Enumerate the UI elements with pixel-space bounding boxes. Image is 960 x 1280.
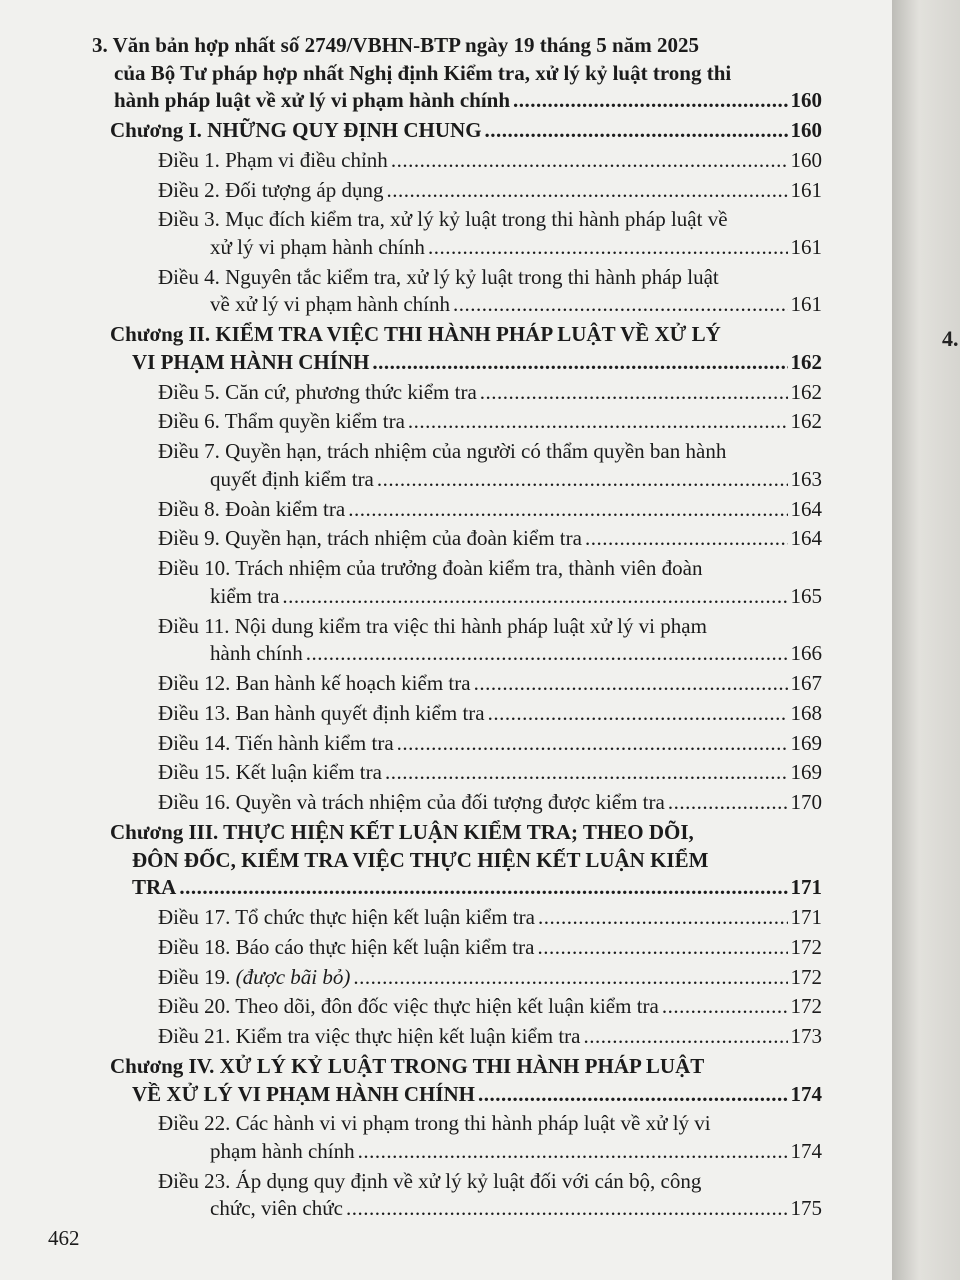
toc-page-number[interactable]: 173 [790, 1024, 822, 1049]
toc-page-number[interactable]: 167 [790, 671, 822, 695]
toc-entry-text: Điều 2. Đối tượng áp dụng [158, 177, 384, 202]
dot-leader [353, 964, 787, 990]
toc-entry-text: chức, viên chức [210, 1196, 343, 1221]
toc-entry-text: Điều 1. Phạm vi điều chỉnh [158, 147, 388, 172]
toc-page-number[interactable]: 162 [790, 379, 822, 404]
toc-article-line [158, 670, 822, 696]
toc-entry-text: Điều 13. Ban hành quyết định kiểm tra [158, 700, 485, 725]
facing-page-fragment: 4. [942, 326, 959, 351]
toc-page-number[interactable]: 168 [790, 700, 822, 725]
toc-page-number[interactable]: 160 [790, 118, 822, 142]
toc-entry-text: Điều 22. Các hành vi vi phạm trong thi hành pháp luật về xử lý vi [158, 1111, 711, 1136]
toc-article-line [158, 964, 822, 990]
toc-article-line [158, 730, 822, 756]
toc-entry-text: Điều 19. (được bãi bỏ) [158, 964, 351, 989]
toc-article-line [158, 525, 822, 551]
dot-leader [428, 234, 788, 260]
toc-page-number[interactable]: 172 [790, 964, 822, 989]
toc-page-number[interactable]: 160 [790, 88, 822, 113]
toc-article-line [210, 1195, 822, 1221]
toc-entry-text: Chương I. NHỮNG QUY ĐỊNH CHUNG [110, 118, 482, 142]
toc-entry-text: Điều 4. Nguyên tắc kiểm tra, xử lý kỷ luật trong thi hành pháp luật [158, 264, 719, 289]
toc-section-line [132, 847, 708, 873]
toc-section-line [92, 32, 699, 58]
toc-section-line [110, 1053, 704, 1079]
toc-entry-text: Chương IV. XỬ LÝ KỶ LUẬT TRONG THI HÀNH PHÁP LUẬT [110, 1054, 705, 1078]
toc-entry-text: Điều 21. Kiểm tra việc thực hiện kết luận kiểm tra [158, 1024, 581, 1049]
dot-leader [386, 177, 787, 203]
dot-leader [585, 525, 788, 551]
toc-article-line [158, 264, 719, 290]
toc-page-number[interactable]: 162 [790, 349, 822, 374]
toc-article-line [210, 640, 822, 666]
toc-entry-text: Điều 18. Báo cáo thực hiện kết luận kiểm tra [158, 934, 535, 959]
toc-article-line [158, 1110, 711, 1136]
toc-page-number[interactable]: 162 [790, 409, 822, 434]
toc-entry-text: Điều 11. Nội dung kiểm tra việc thi hành pháp luật xử lý vi phạm [158, 613, 707, 638]
dot-leader [358, 1138, 788, 1164]
toc-entry-text: Điều 9. Quyền hạn, trách nhiệm của đoàn kiểm tra [158, 526, 582, 551]
toc-entry-text: Điều 14. Tiến hành kiểm tra [158, 730, 394, 755]
dot-leader [408, 408, 788, 434]
toc-entry-text: Điều 12. Ban hành kế hoạch kiểm tra [158, 671, 471, 695]
dot-leader [391, 147, 788, 173]
toc-page-number[interactable]: 164 [790, 496, 822, 521]
toc-entry-text: Chương II. KIỂM TRA VIỆC THI HÀNH PHÁP LUẬT VỀ XỬ LÝ [110, 322, 721, 347]
toc-page-number[interactable]: 170 [790, 790, 822, 815]
toc-entry-text: về xử lý vi phạm hành chính [210, 292, 451, 317]
toc-page-number[interactable]: 174 [790, 1139, 822, 1163]
dot-leader [584, 1023, 788, 1049]
page-number: 462 [48, 1226, 80, 1250]
dot-leader [485, 117, 788, 143]
dot-leader [372, 349, 787, 375]
toc-section-line [132, 349, 822, 375]
toc-entry-text: hành pháp luật về xử lý vi phạm hành chính [114, 88, 511, 113]
toc-entry-text: Điều 10. Trách nhiệm của trưởng đoàn kiểm tra, thành viên đoàn [158, 556, 703, 581]
dot-leader [513, 87, 787, 113]
toc-article-line [158, 496, 822, 522]
toc-entry-text: 3. Văn bản hợp nhất số 2749/VBHN-BTP ngày 19 tháng 5 năm 2025 [92, 33, 699, 57]
toc-page-number[interactable]: 161 [790, 177, 822, 202]
toc-page-number[interactable]: 171 [790, 905, 822, 929]
toc-page-number[interactable]: 175 [790, 1196, 822, 1221]
toc-page-number[interactable]: 171 [790, 875, 822, 900]
toc-section-line [132, 874, 822, 900]
toc-article-line [158, 177, 822, 203]
toc-section-line [114, 87, 822, 113]
dot-leader [453, 291, 787, 317]
dot-leader [474, 670, 788, 696]
toc-page-number[interactable]: 164 [790, 526, 822, 551]
toc-page-number[interactable]: 169 [790, 760, 822, 785]
dot-leader [537, 934, 787, 960]
toc-entry-text: VI PHẠM HÀNH CHÍNH [132, 349, 370, 374]
toc-article-line [210, 291, 822, 317]
dot-leader [377, 466, 788, 492]
toc-entry-text: Điều 15. Kết luận kiểm tra [158, 760, 382, 785]
toc-entry-text: của Bộ Tư pháp hợp nhất Nghị định Kiểm tra, xử lý kỷ luật trong thi [114, 60, 732, 85]
toc-section-line [110, 321, 721, 347]
toc-article-line [158, 934, 822, 960]
dot-leader [662, 993, 788, 1019]
toc-article-line [158, 147, 822, 173]
toc-section-line [114, 60, 731, 86]
toc-entry-text: Điều 23. Áp dụng quy định về xử lý kỷ luật đối với cán bộ, công [158, 1168, 702, 1193]
toc-article-line [158, 379, 822, 405]
toc-entry-text: kiểm tra [210, 583, 280, 608]
toc-entry-text: ĐÔN ĐỐC, KIỂM TRA VIỆC THỰC HIỆN KẾT LUẬN KIỂM [132, 847, 709, 872]
dot-leader [397, 730, 788, 756]
toc-page-number[interactable]: 174 [790, 1081, 822, 1106]
toc-page-number[interactable]: 163 [790, 466, 822, 491]
toc-article-line [158, 438, 726, 464]
dot-leader [538, 904, 788, 930]
toc-entry-text: Điều 20. Theo dõi, đôn đốc việc thực hiện kết luận kiểm tra [158, 994, 659, 1019]
facing-page-edge [892, 0, 960, 1280]
dot-leader [282, 583, 787, 609]
dot-leader [346, 1195, 788, 1221]
toc-entry-text: Điều 17. Tổ chức thực hiện kết luận kiểm tra [158, 905, 535, 929]
dot-leader [385, 759, 788, 785]
toc-page-number[interactable]: 165 [790, 583, 822, 608]
toc-page-number[interactable]: 172 [790, 934, 822, 959]
toc-article-line [210, 583, 822, 609]
toc-article-line [158, 993, 822, 1019]
toc-article-line [158, 700, 822, 726]
dot-leader [179, 874, 787, 900]
toc-article-line [158, 408, 822, 434]
toc-entry-text: Điều 3. Mục đích kiểm tra, xử lý kỷ luật trong thi hành pháp luật về [158, 207, 728, 232]
toc-entry-text: phạm hành chính [210, 1139, 355, 1163]
toc-section-line [110, 819, 694, 845]
toc-entry-text: Điều 6. Thẩm quyền kiểm tra [158, 409, 405, 434]
toc-entry-text: VỀ XỬ LÝ VI PHẠM HÀNH CHÍNH [132, 1081, 476, 1106]
toc-section-line [110, 117, 822, 143]
toc-article-line [158, 1023, 822, 1049]
toc-entry-text: Điều 5. Căn cứ, phương thức kiểm tra [158, 379, 477, 404]
dot-leader [478, 1081, 787, 1107]
toc-page-number[interactable]: 161 [790, 292, 822, 317]
toc-article-line [210, 1138, 822, 1164]
toc-article-line [158, 759, 822, 785]
dot-leader [480, 379, 788, 405]
toc-article-line [158, 613, 707, 639]
toc-entry-text: TRA [132, 875, 177, 900]
toc-entry-text: Điều 16. Quyền và trách nhiệm của đối tượng được kiểm tra [158, 790, 665, 815]
dot-leader [488, 700, 788, 726]
dot-leader [668, 789, 788, 815]
toc-entry-text: Chương III. THỰC HIỆN KẾT LUẬN KIỂM TRA; THEO DÕI, [110, 820, 694, 844]
dot-leader [306, 640, 788, 666]
toc-entry-text: hành chính [210, 641, 303, 666]
toc-article-line [210, 234, 822, 260]
toc-article-line [158, 206, 728, 232]
toc-article-line [158, 789, 822, 815]
toc-page-number[interactable]: 161 [790, 235, 822, 259]
toc-page-number[interactable]: 169 [790, 730, 822, 755]
toc-article-line [158, 1168, 701, 1194]
toc-page-number[interactable]: 172 [790, 994, 822, 1019]
toc-article-line [158, 904, 822, 930]
toc-page-number[interactable]: 160 [790, 147, 822, 172]
toc-entry-text: Điều 8. Đoàn kiểm tra [158, 496, 346, 521]
toc-entry-text: xử lý vi phạm hành chính [210, 235, 425, 259]
toc-page-number[interactable]: 166 [790, 641, 822, 666]
toc-entry-text: Điều 7. Quyền hạn, trách nhiệm của người có thẩm quyền ban hành [158, 439, 727, 464]
toc-article-line [210, 466, 822, 492]
toc-article-line [158, 555, 702, 581]
toc-entry-text: quyết định kiểm tra [210, 466, 374, 491]
toc-section-line [132, 1081, 822, 1107]
dot-leader [348, 496, 787, 522]
